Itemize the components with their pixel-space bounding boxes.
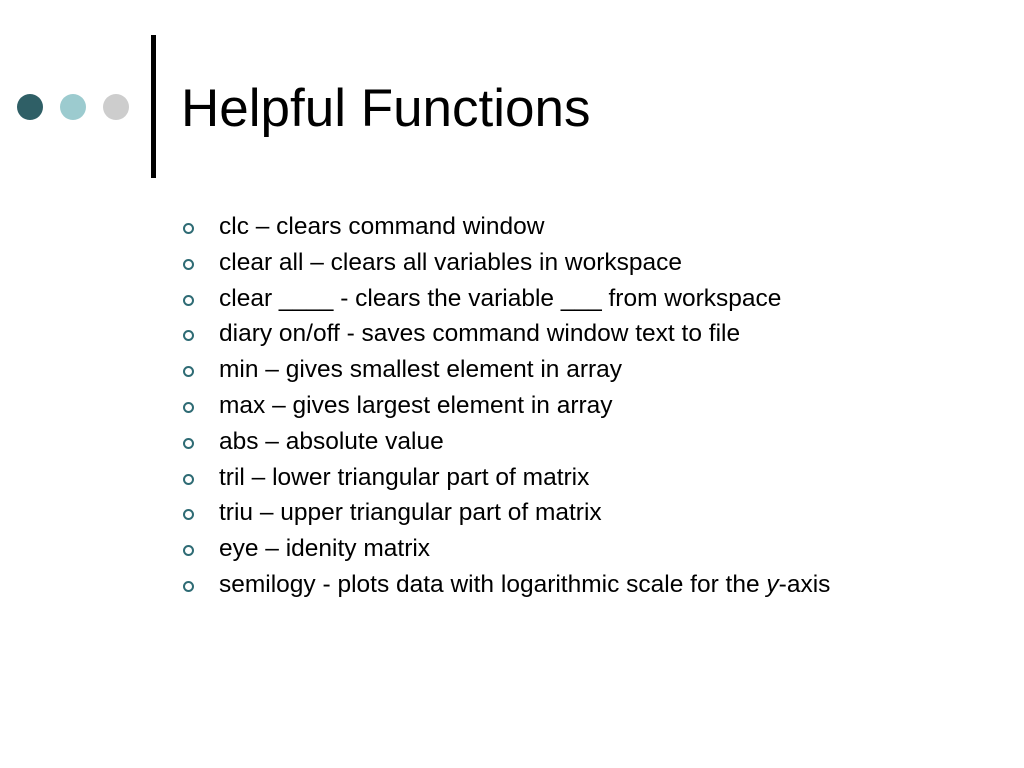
gray-dot-icon bbox=[103, 94, 129, 120]
bullet-circle-icon bbox=[183, 259, 194, 270]
list-item bbox=[183, 571, 923, 600]
bullet-text-part: -axis bbox=[778, 570, 831, 598]
bullet-text: clc – clears command window bbox=[219, 213, 545, 240]
bullet-text: min – gives smallest element in array bbox=[219, 356, 623, 384]
list-item bbox=[183, 213, 923, 242]
bullet-text bbox=[219, 571, 830, 598]
title-decoration-dots bbox=[0, 0, 140, 140]
list-item bbox=[183, 320, 923, 349]
light-teal-dot-icon bbox=[60, 94, 86, 120]
dark-teal-dot-icon bbox=[17, 94, 43, 120]
bullet-text: triu – upper triangular part of matrix bbox=[219, 499, 602, 527]
bullet-circle-icon bbox=[183, 509, 194, 520]
slide-title: Helpful Functions bbox=[181, 79, 591, 138]
bullet-text: tril – lower triangular part of matrix bbox=[219, 463, 590, 491]
list-item bbox=[183, 356, 923, 385]
bullet-text: diary on/off - saves command window text to file bbox=[219, 320, 741, 348]
bullet-list bbox=[183, 213, 923, 607]
bullet-circle-icon bbox=[183, 474, 194, 485]
bullet-circle-icon bbox=[183, 366, 194, 377]
list-item bbox=[183, 249, 923, 278]
bullet-text: clear all – clears all variables in workspace bbox=[219, 248, 682, 276]
bullet-text: max – gives largest element in array bbox=[219, 391, 613, 419]
bullet-text: eye – idenity matrix bbox=[219, 535, 431, 563]
italic-y: y bbox=[766, 570, 779, 598]
bullet-circle-icon bbox=[183, 330, 194, 341]
bullet-circle-icon bbox=[183, 402, 194, 413]
list-item bbox=[183, 285, 923, 314]
bullet-text: abs – absolute value bbox=[219, 427, 444, 455]
bullet-text: clear ____ - clears the variable ___ from workspace bbox=[219, 284, 782, 312]
list-item bbox=[183, 464, 923, 493]
bullet-circle-icon bbox=[183, 223, 194, 234]
list-item bbox=[183, 499, 923, 528]
list-item bbox=[183, 535, 923, 564]
bullet-text-part: semilogy - plots data with logarithmic scale for the bbox=[219, 570, 767, 598]
bullet-circle-icon bbox=[183, 295, 194, 306]
list-item bbox=[183, 428, 923, 457]
list-item bbox=[183, 392, 923, 421]
title-divider bbox=[151, 35, 156, 178]
bullet-circle-icon bbox=[183, 438, 194, 449]
bullet-circle-icon bbox=[183, 545, 194, 556]
bullet-circle-icon bbox=[183, 581, 194, 592]
